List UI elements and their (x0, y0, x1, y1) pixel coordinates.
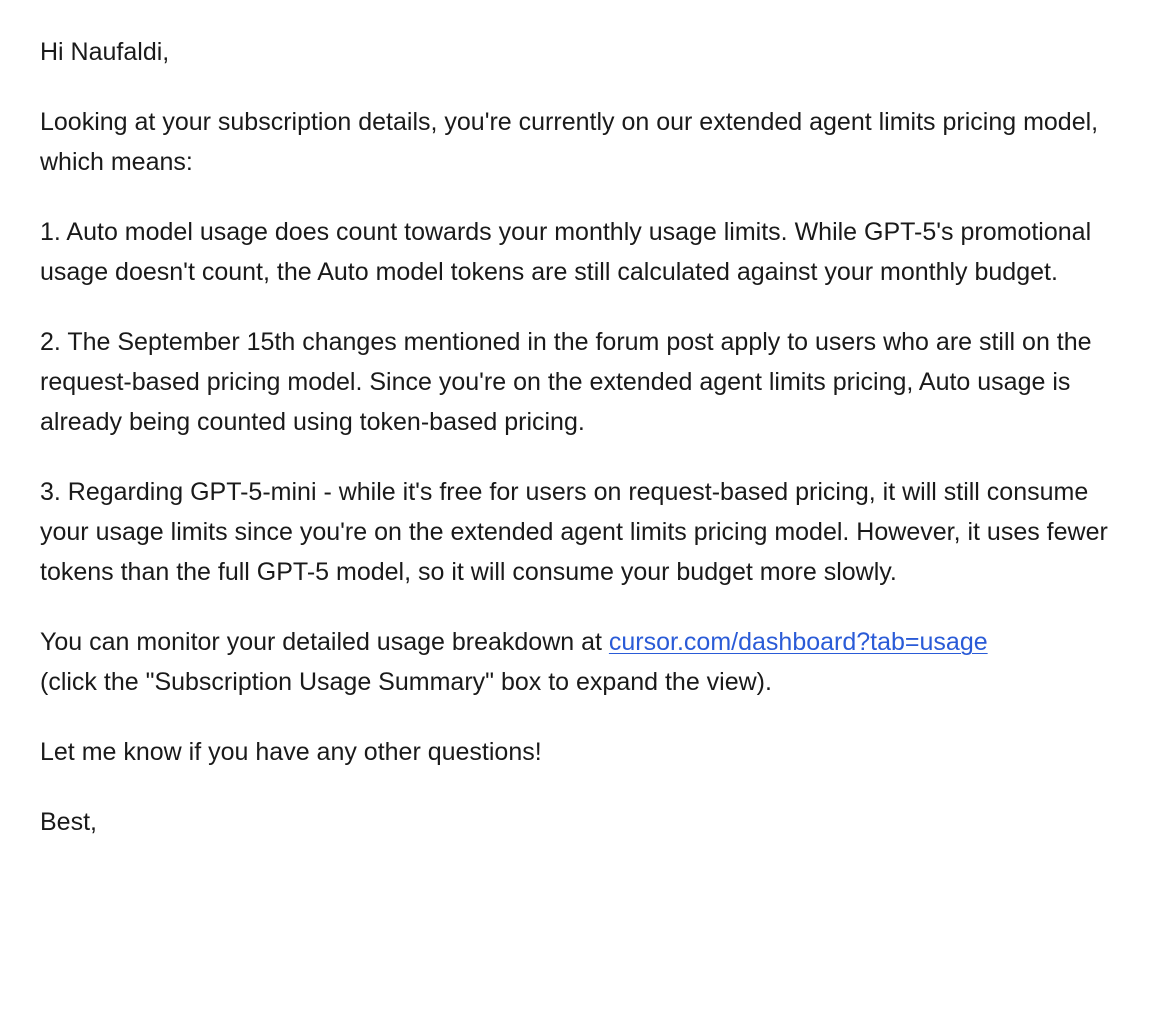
monitor-text-after: (click the "Subscription Usage Summary" box to expand the view). (40, 668, 772, 696)
closing-paragraph: Let me know if you have any other questions! (40, 738, 542, 766)
point-2: 2. The September 15th changes mentioned in the forum post apply to users who are still on the request-based pricing model. Since you're on the extended agent limits pricing, Auto usage is already being counted using token-based pricing. (40, 328, 1092, 436)
monitor-text-before: You can monitor your detailed usage breakdown at (40, 628, 609, 656)
dashboard-link[interactable]: cursor.com/dashboard?tab=usage (608, 628, 988, 656)
monitor-paragraph (40, 622, 1136, 702)
intro-paragraph: Looking at your subscription details, you're currently on our extended agent limits pricing model, which means: (40, 108, 1099, 176)
greeting: Hi Naufaldi, (40, 38, 170, 66)
signoff: Best, (40, 808, 97, 836)
email-body (0, 32, 1176, 842)
point-3: 3. Regarding GPT-5-mini - while it's free for users on request-based pricing, it will still consume your usage limits since you're on the extended agent limits pricing model. However, it uses fewer tokens than the full GPT-5 model, so it will consume your budget more slowly. (40, 478, 1108, 586)
point-1: 1. Auto model usage does count towards your monthly usage limits. While GPT-5's promotional usage doesn't count, the Auto model tokens are still calculated against your monthly budget. (40, 218, 1092, 286)
